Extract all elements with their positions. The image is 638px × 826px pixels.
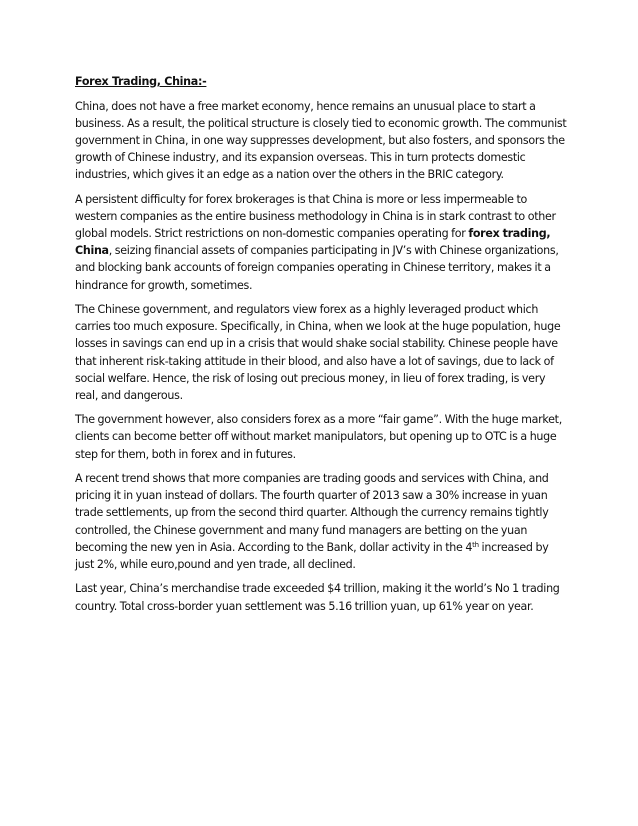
paragraph-2-text-after: , seizing financial assets of companies participating in JV’s with Chinese organizations, and blocking bank accounts of foreign companies operating in Chinese territory, makes it a hindrance for growth, sometimes.	[75, 244, 559, 292]
paragraph-6: Last year, China’s merchandise trade exceeded $4 trillion, making it the world’s No 1 trading country. Total cross-border yuan settlement was 5.16 trillion yuan, up 61% year on year.	[75, 582, 560, 613]
paragraph-5-superscript: th	[472, 540, 479, 549]
paragraph-5-text-before: A recent trend shows that more companies are trading goods and services with China, and pricing it in yuan instead of dollars. The fourth quarter of 2013 saw a 30% increase in yuan trade settlements, up from the second third quarter. Although the currency remains tightly controlled, the Chinese government and many fund managers are betting on the yuan becoming the new yen in Asia. According to the Bank, dollar activity in the 4	[75, 472, 549, 554]
paragraph-2	[75, 191, 569, 294]
document-heading: Forex Trading, China:-	[75, 75, 207, 88]
paragraph-3: The Chinese government, and regulators view forex as a highly leveraged product which carries too much exposure. Specifically, in China, when we look at the huge population, huge losses in savings can end up in a crisis that would shake social stability. Chinese people have that inherent risk-taking attitude in their blood, and also have a lot of savings, due to lack of social welfare. Hence, the risk of losing out precious money, in lieu of forex trading, is very real, and dangerous.	[75, 303, 561, 402]
paragraph-5-text-after: increased by just 2%, while euro,pound and yen trade, all declined.	[75, 540, 549, 571]
paragraph-2-text-before: A persistent difficulty for forex brokerages is that China is more or less impermeable to western companies as the entire business methodology in China is in stark contrast to other global models. Strict restrictions on non-domestic companies operating for	[75, 193, 556, 241]
paragraph-2-bold-keyword: forex trading, China	[75, 227, 551, 258]
paragraph-5	[75, 470, 569, 573]
document-body	[75, 73, 569, 622]
paragraph-1: China, does not have a free market economy, hence remains an unusual place to start a business. As a result, the political structure is closely tied to economic growth. The communist government in China, in one way suppresses development, but also fosters, and sponsors the growth of Chinese industry, and its expansion overseas. This in turn protects domestic industries, which gives it an edge as a nation over the others in the BRIC category.	[75, 100, 567, 182]
paragraph-4: The government however, also considers forex as a more “fair game”. With the huge market, clients can become better off without market manipulators, but opening up to OTC is a huge step for them, both in forex and in futures.	[75, 413, 562, 461]
